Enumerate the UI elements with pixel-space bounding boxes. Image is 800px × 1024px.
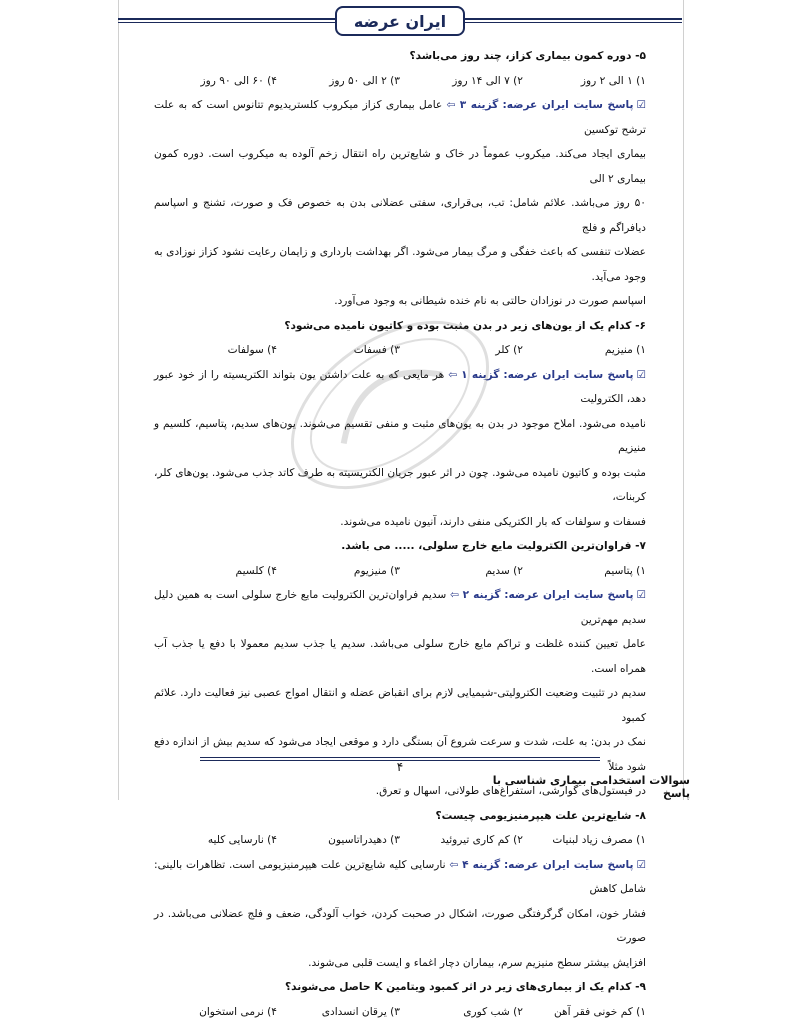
answer-text: در فیستول‌های گوارشی، استفراغ‌های طولانی، اسهال و تعرق. xyxy=(154,779,646,804)
answer-label: پاسخ سایت ایران عرضه: xyxy=(503,369,633,381)
answer-choice: گزینه ۲ xyxy=(463,589,501,601)
answer-label: پاسخ سایت ایران عرضه: xyxy=(503,99,634,111)
answer-line xyxy=(154,583,646,632)
option: ۲) کلر xyxy=(400,338,523,363)
question-options xyxy=(154,828,646,853)
answer-choice: گزینه ۴ xyxy=(462,859,500,871)
question-title: ۶- کدام یک از یون‌های زیر در بدن مثبت بوده و کاتیون نامیده می‌شود؟ xyxy=(154,314,646,339)
checkbox-icon: ☑ xyxy=(636,859,646,871)
question-title: ۷- فراوان‌ترین الکترولیت مایع خارج سلولی، ..... می باشد. xyxy=(154,534,646,559)
arrow-left-icon: ⇦ xyxy=(447,99,456,111)
question-title: ۸- شایع‌ترین علت هیپرمنیزیومی چیست؟ xyxy=(154,804,646,829)
option: ۳) منیزیوم xyxy=(277,559,400,584)
option: ۲) سدیم xyxy=(400,559,523,584)
option: ۱) کم خونی فقر آهن xyxy=(523,1000,646,1024)
page-number: ۴ xyxy=(370,760,430,774)
answer-text: عامل بیماری کزاز میکروب کلستریدیوم تتانوس است که به علت ترشح توکسین xyxy=(154,99,646,136)
checkbox-icon: ☑ xyxy=(637,589,647,601)
arrow-left-icon: ⇦ xyxy=(449,859,458,871)
answer-text: نارسایی کلیه شایع‌ترین علت هیپرمنیزیومی است. تظاهرات بالینی: شامل کاهش xyxy=(154,859,646,896)
option: ۳) فسفات xyxy=(277,338,400,363)
footer-title: سوالات استخدامی بیماری شناسی با پاسخ xyxy=(470,774,690,800)
question-options xyxy=(154,338,646,363)
option: ۳) ۲ الی ۵۰ روز xyxy=(277,69,400,94)
question-options xyxy=(154,559,646,584)
option: ۲) شب کوری xyxy=(400,1000,523,1024)
answer-text: نامیده می‌شود. املاح موجود در بدن به یون‌های مثبت و منفی تقسیم می‌شوند. یون‌های سدیم، پتاسیم، کلسیم و منیزیم xyxy=(154,412,646,461)
answer-text: ۵۰ روز می‌باشد. علائم شامل: تب، بی‌قراری، سفتی عضلانی بدن به خصوص فک و صورت، تشنج و اسپاسم دیافراگم و فلج xyxy=(154,191,646,240)
answer-text: نمک در بدن: به علت، شدت و سرعت شروع آن بستگی دارد و موقعی ایجاد می‌شود که سدیم بیش از اندازه دفع شود مثلاً xyxy=(154,730,646,779)
answer-text: بیماری ایجاد می‌کند. میکروب عموماً در خاک و شایع‌ترین راه انتقال زخم آلوده به میکروب است. دوره کمون بیماری ۲ الی xyxy=(154,142,646,191)
answer-text: عضلات تنفسی که باعث خفگی و مرگ بیمار می‌شود. اگر بهداشت بارداری و زایمان رعایت نشود کزاز نوزادی به وجود می‌آید. xyxy=(154,240,646,289)
page-content xyxy=(154,44,646,1024)
logo-text: ایران عرضه xyxy=(354,12,446,31)
option: ۱) مصرف زیاد لبنیات xyxy=(523,828,646,853)
answer-choice: گزینه ۱ xyxy=(461,369,499,381)
option: ۴) نرمی استخوان xyxy=(154,1000,277,1024)
arrow-left-icon: ⇦ xyxy=(450,589,459,601)
option: ۳) یرقان انسدادی xyxy=(277,1000,400,1024)
answer-line xyxy=(154,853,646,902)
answer-text: فسفات و سولفات که بار الکتریکی منفی دارند، آنیون نامیده می‌شوند. xyxy=(154,510,646,535)
answer-text: مثبت بوده و کاتیون نامیده می‌شود. چون در اثر عبور جریان الکتریسیته به طرف کاتد جذب می‌شود. یون‌های کلر، کربنات، xyxy=(154,461,646,510)
answer-text: افزایش بیشتر سطح منیزیم سرم، بیماران دچار اغماء و ایست قلبی می‌شوند. xyxy=(154,951,646,976)
question-title: ۵- دوره کمون بیماری کزاز، چند روز می‌باشد؟ xyxy=(154,44,646,69)
answer-text: اسپاسم صورت در نوزادان حالتی به نام خنده شیطانی به وجود می‌آورد. xyxy=(154,289,646,314)
option: ۳) دهیدراتاسیون xyxy=(277,828,400,853)
answer-text: عامل تعیین کننده غلظت و تراکم مایع خارج سلولی می‌باشد. سدیم یا جذب سدیم معمولا با دفع یا جذب آب همراه است. xyxy=(154,632,646,681)
checkbox-icon: ☑ xyxy=(637,99,647,111)
answer-choice: گزینه ۳ xyxy=(460,99,499,111)
option: ۲) ۷ الی ۱۴ روز xyxy=(400,69,523,94)
option: ۴) نارسایی کلیه xyxy=(154,828,277,853)
footer-rule xyxy=(200,757,600,758)
option: ۱) پتاسیم xyxy=(523,559,646,584)
answer-label: پاسخ سایت ایران عرضه: xyxy=(504,589,633,601)
answer-text: هر مایعی که به علت داشتن یون بتواند الکتریسیته را از خود عبور دهد، الکترولیت xyxy=(154,369,646,406)
arrow-left-icon: ⇦ xyxy=(448,369,457,381)
question-title: ۹- کدام یک از بیماری‌های زیر در اثر کمبود ویتامین K حاصل می‌شوند؟ xyxy=(154,975,646,1000)
site-logo xyxy=(335,6,465,36)
option: ۴) کلسیم xyxy=(154,559,277,584)
option: ۱) ۱ الی ۲ روز xyxy=(523,69,646,94)
answer-text: فشار خون، امکان گرگرفتگی صورت، اشکال در صحبت کردن، خواب آلودگی، ضعف و فلج عضلانی می‌باشد. در صورت xyxy=(154,902,646,951)
answer-text: سدیم فراوان‌ترین الکترولیت مایع خارج سلولی است به همین دلیل سدیم مهم‌ترین xyxy=(154,589,646,626)
option: ۴) ۶۰ الی ۹۰ روز xyxy=(154,69,277,94)
answer-label: پاسخ سایت ایران عرضه: xyxy=(504,859,634,871)
answer-line xyxy=(154,93,646,142)
checkbox-icon: ☑ xyxy=(637,369,647,381)
answer-text: سدیم در تثبیت وضعیت الکترولیتی-شیمیایی لازم برای انقباض عضله و انتقال امواج عصبی نیز فعالیت دارد. علائم کمبود xyxy=(154,681,646,730)
option: ۴) سولفات xyxy=(154,338,277,363)
question-options xyxy=(154,69,646,94)
answer-line xyxy=(154,363,646,412)
option: ۲) کم کاری تیروئید xyxy=(400,828,523,853)
option: ۱) منیزیم xyxy=(523,338,646,363)
question-options xyxy=(154,1000,646,1024)
